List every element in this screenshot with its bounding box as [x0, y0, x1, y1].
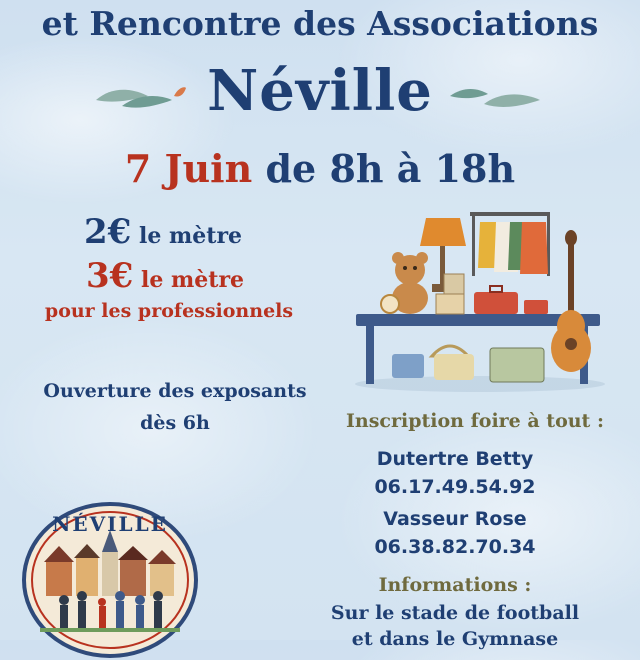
price-pro-unit: le mètre	[133, 267, 245, 293]
opening-line-2: dès 6h	[140, 412, 210, 434]
price-pro-note: pour les professionnels	[44, 300, 294, 322]
logo-title: NÉVILLE	[52, 512, 168, 536]
event-date	[0, 146, 640, 191]
price-public-unit: le mètre	[131, 223, 243, 249]
event-date-day: 7 Juin	[124, 146, 253, 191]
flea-market-illustration	[350, 208, 610, 394]
town-name-heading: Néville	[207, 58, 433, 124]
contact-name: Vasseur Rose	[383, 508, 527, 530]
event-date-hours: de 8h à 18h	[252, 146, 516, 191]
event-subtitle: et Rencontre des Associations	[41, 4, 599, 43]
info-title: Informations :	[378, 574, 532, 596]
price-public	[84, 212, 242, 252]
contact-name: Dutertre Betty	[376, 448, 534, 470]
opening-line-1: Ouverture des exposants	[43, 380, 307, 402]
contact-phone[interactable]: 06.38.82.70.34	[374, 536, 536, 558]
contact-phone[interactable]: 06.17.49.54.92	[374, 476, 536, 498]
registration-title: Inscription foire à tout :	[346, 410, 604, 432]
leaf-ornament-right-icon	[448, 82, 544, 112]
price-pro-amount: 3€	[86, 256, 134, 296]
info-location-line-1: Sur le stade de football	[330, 602, 580, 624]
price-public-amount: 2€	[84, 212, 132, 252]
price-pro	[86, 256, 244, 296]
info-location-line-2: et dans le Gymnase	[351, 628, 559, 650]
